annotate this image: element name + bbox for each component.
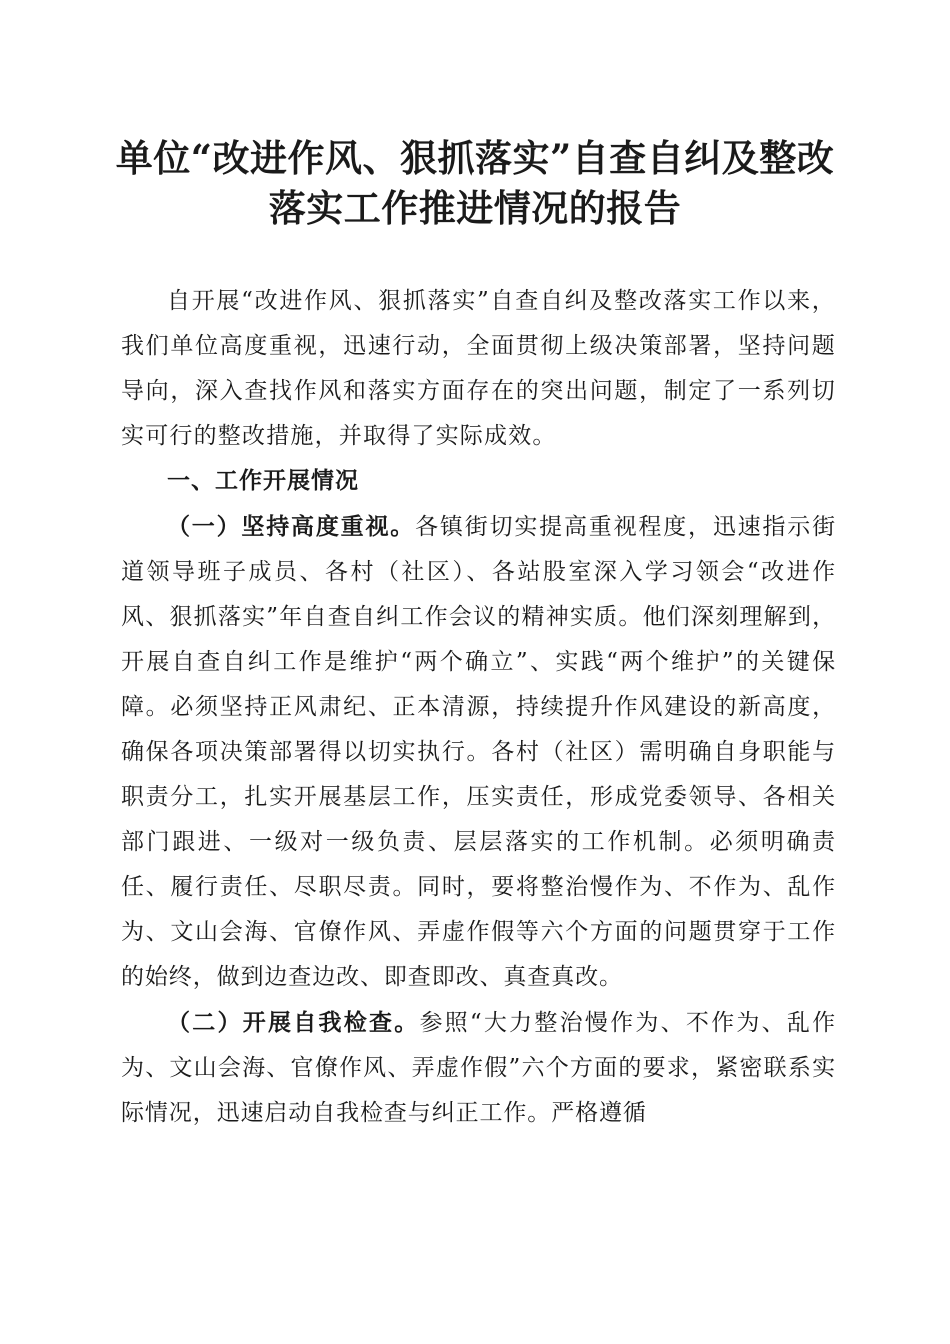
intro-paragraph: 自开展“改进作风、狠抓落实”自查自纠及整改落实工作以来，我们单位高度重视，迅速行动，全面贯彻上级决策部署，坚持问题导向，深入查找作风和落实方面存在的突出问题，制定了一系列切实可行的整改措施，并取得了实际成效。 [121, 288, 836, 449]
item-1-lead: （一）坚持高度重视。 [167, 513, 416, 540]
item-2-paragraph [121, 1000, 836, 1136]
item-1-text: 各镇街切实提高重视程度，迅速指示街道领导班子成员、各村（社区）、各站股室深入学习领会“改进作风、狠抓落实”年自查自纠工作会议的精神实质。他们深刻理解到，开展自查自纠工作是维护“两个确立”、实践“两个维护”的关键保障。必须坚持正风肃纪、正本清源，持续提升作风建设的新高度，确保各项决策部署得以切实执行。各村（社区）需明确自身职能与职责分工，扎实开展基层工作，压实责任，形成党委领导、各相关部门跟进、一级对一级负责、层层落实的工作机制。必须明确责任、履行责任、尽职尽责。同时，要将整治慢作为、不作为、乱作为、文山会海、官僚作风、弄虚作假等六个方面的问题贯穿于工作的始终，做到边查边改、即查即改、真查真改。 [121, 514, 837, 990]
item-2-lead: （二）开展自我检查。 [167, 1009, 420, 1036]
document-body [121, 279, 836, 1136]
section-heading-1: 一、工作开展情况 [167, 468, 359, 494]
item-2-text: 参照“大力整治慢作为、不作为、乱作为、文山会海、官僚作风、弄虚作假”六个方面的要求，紧密联系实际情况，迅速启动自我检查与纠正工作。严格遵循 [121, 1010, 836, 1126]
title-line-1: 单位“改进作风、狠抓落实”自查自纠及整改 [115, 136, 835, 180]
title-line-2: 落实工作推进情况的报告 [268, 186, 682, 230]
document-title [0, 133, 950, 233]
item-1-paragraph [121, 504, 836, 1000]
